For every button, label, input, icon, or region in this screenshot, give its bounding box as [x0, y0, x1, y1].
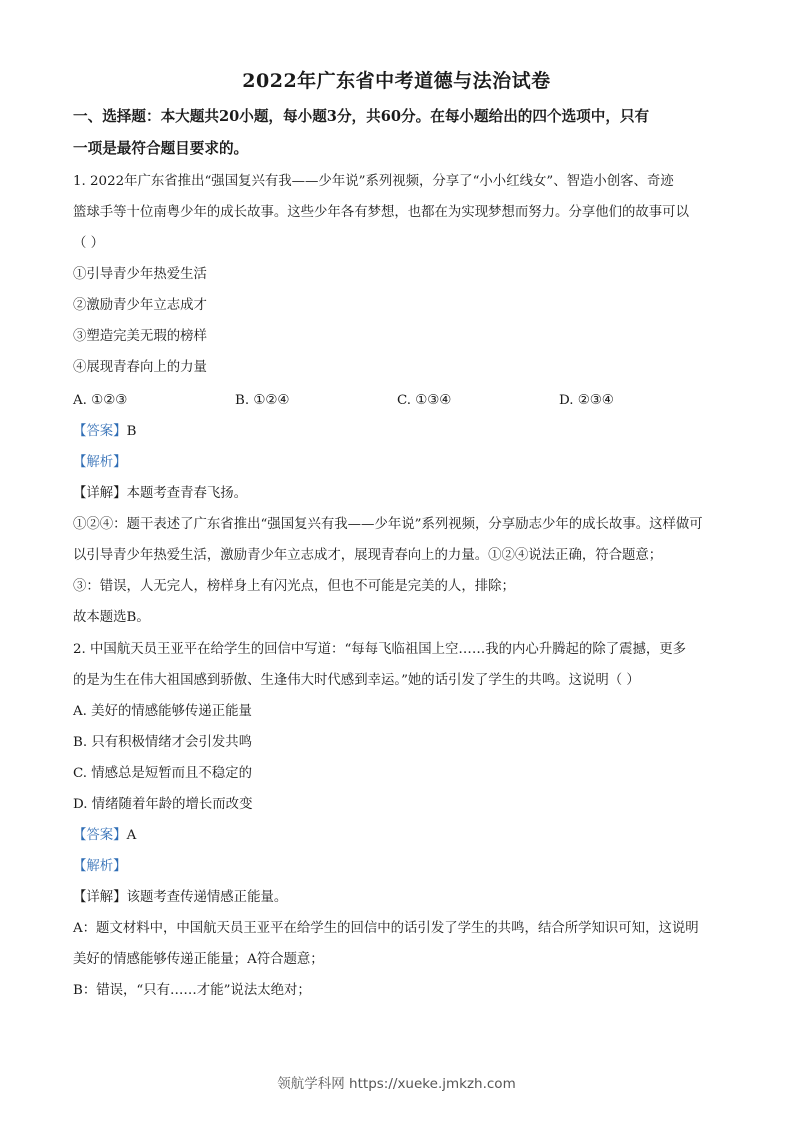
q2-explanation-a-line-1: A：题文材料中，中国航天员王亚平在给学生的回信中的话引发了学生的共鸣，结合所学知识可知，这说明: [73, 921, 699, 936]
analysis-label: 【解析】: [73, 455, 127, 470]
section-heading-line-2: 一项是最符合题目要求的。: [73, 140, 249, 157]
q1-item-2: ②激励青少年立志成才: [73, 298, 207, 313]
page-title: 2022年广东省中考道德与法治试卷: [242, 70, 551, 92]
q2-explanation-a-line-2: 美好的情感能够传递正能量；A符合题意；: [73, 952, 324, 967]
detail-label: 【详解】: [73, 890, 127, 905]
detail-label: 【详解】: [73, 486, 127, 501]
q2-analysis-row: [73, 858, 723, 876]
q1-detail-text: 本题考查青春飞扬。: [126, 486, 248, 501]
q1-option-d: D. ②③④: [559, 393, 614, 408]
q1-conclusion: 故本题选B。: [73, 610, 150, 625]
q1-explanation-line-1: ①②④：题干表述了广东省推出“强国复兴有我——少年说”系列视频，分享励志少年的成长故事。这样做可: [73, 517, 703, 532]
q2-explanation-b: B：错误，“只有……才能”说法太绝对；: [73, 983, 311, 998]
q1-stem-line-2: 篮球手等十位南粤少年的成长故事。这些少年各有梦想，也都在为实现梦想而努力。分享他们的故事可以: [73, 205, 689, 220]
q1-stem-line-1: 1. 2022年广东省推出“强国复兴有我——少年说”系列视频，分享了“小小红线女”、智造小创客、奇迹: [73, 174, 674, 189]
q1-explanation-line-3: ③：错误，人无完人，榜样身上有闪光点，但也不可能是完美的人，排除；: [73, 579, 515, 594]
q1-answer-paren: （ ）: [73, 236, 105, 251]
q1-item-1: ①引导青少年热爱生活: [73, 267, 207, 282]
analysis-label: 【解析】: [73, 859, 127, 874]
q1-analysis-row: [73, 454, 723, 472]
q1-answer-row: [73, 423, 723, 441]
q2-stem-line-1: 2. 中国航天员王亚平在给学生的回信中写道：“每每飞临祖国上空……我的内心升腾起的除了震撼，更多: [73, 642, 687, 657]
section-heading-line-1: 一、选择题：本大题共20小题，每小题3分，共60分。在每小题给出的四个选项中，只有: [73, 108, 650, 125]
q2-option-b: B. 只有积极情绪才会引发共鸣: [73, 735, 253, 750]
q2-stem-line-2: 的是为生在伟大祖国感到骄傲、生逢伟大时代感到幸运。”她的话引发了学生的共鸣。这说明（ ）: [73, 673, 640, 688]
q1-item-3: ③塑造完美无瑕的榜样: [73, 329, 207, 344]
q1-item-4: ④展现青春向上的力量: [73, 360, 207, 375]
q2-answer-value: A: [126, 828, 137, 843]
q1-explanation-line-2: 以引导青少年热爱生活，激励青少年立志成才，展现青春向上的力量。①②④说法正确，符合题意；: [73, 548, 663, 563]
q1-option-a: A. ①②③: [73, 393, 128, 408]
q1-detail-row: [73, 485, 723, 503]
q1-option-b: B. ①②④: [235, 393, 290, 408]
q2-detail-row: [73, 889, 723, 907]
q1-answer-value: B: [126, 424, 137, 439]
q2-answer-row: [73, 827, 723, 845]
answer-label: 【答案】: [73, 828, 127, 843]
footer-watermark-link[interactable]: 领航学科网 https://xueke.jmkzh.com: [277, 1076, 516, 1092]
q2-option-a: A. 美好的情感能够传递正能量: [73, 704, 252, 719]
q2-detail-text: 该题考查传递情感正能量。: [126, 890, 288, 905]
answer-label: 【答案】: [73, 424, 127, 439]
q1-option-c: C. ①③④: [397, 393, 452, 408]
q2-option-d: D. 情绪随着年龄的增长而改变: [73, 797, 253, 812]
q2-option-c: C. 情感总是短暂而且不稳定的: [73, 766, 252, 781]
